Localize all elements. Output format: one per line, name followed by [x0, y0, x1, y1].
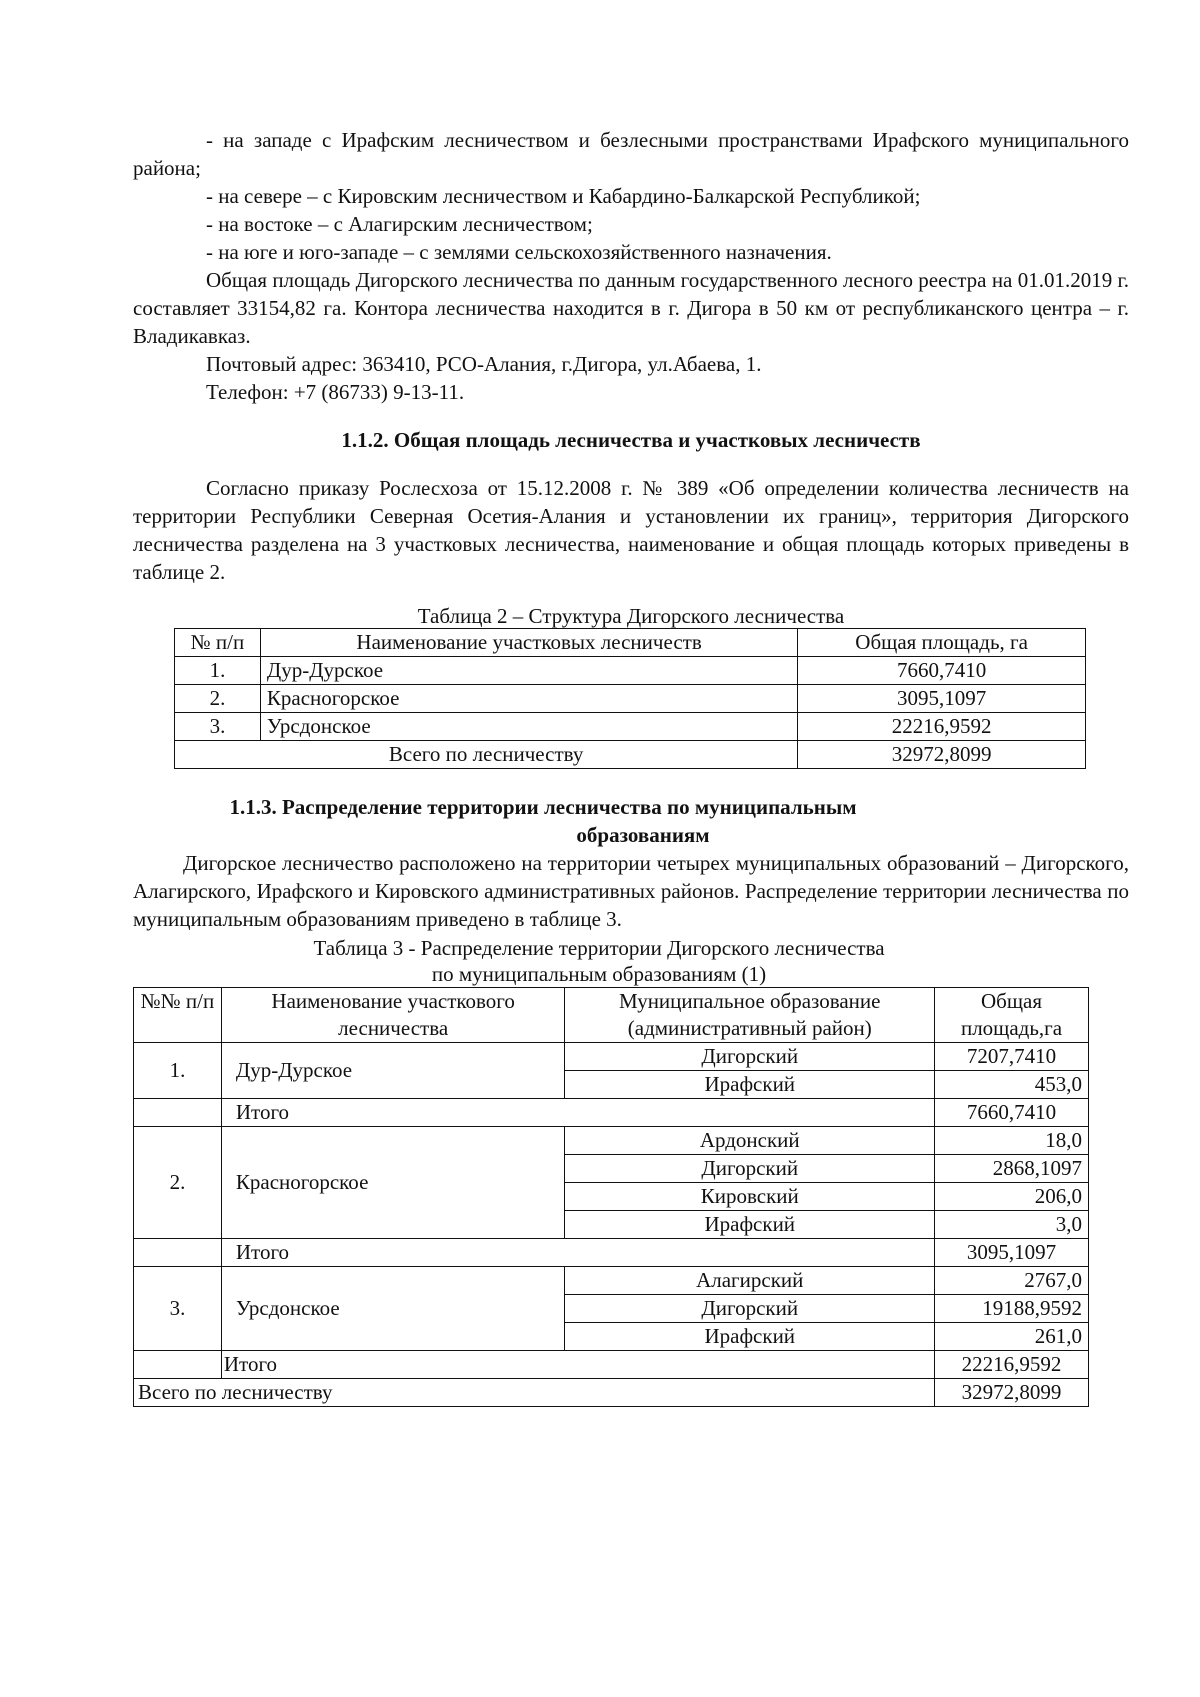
table-row [134, 1127, 1089, 1155]
table3-cell-area: 206,0 [935, 1183, 1089, 1211]
border-north-line: - на севере – с Кировским лесничеством и Кабардино-Балкарской Республикой; [206, 184, 921, 208]
table3-grand-total-label: Всего по лесничеству [134, 1379, 935, 1407]
table2-total-value: 32972,8099 [798, 741, 1086, 769]
table3-subtotal-value: 3095,1097 [935, 1239, 1089, 1267]
section-heading-1-1-3-line1: 1.1.3. Распределение территории лесничества по муниципальным [229, 795, 857, 819]
table3-subtotal-row [134, 1239, 1089, 1267]
table3-subtotal-row [134, 1099, 1089, 1127]
table3-cell-district: Дигорский [565, 1295, 935, 1323]
table3-empty-cell [134, 1351, 222, 1379]
table-row [175, 685, 1086, 713]
table-row [175, 713, 1086, 741]
table3-subtotal-label: Итого [221, 1239, 934, 1267]
phone-number: Телефон: +7 (86733) 9-13-11. [206, 380, 465, 404]
table2-cell-name: Красногорское [260, 685, 797, 713]
table3 [133, 987, 1089, 1407]
table3-cell-district: Ирафский [565, 1323, 935, 1351]
table2-cell-name: Дур-Дурское [260, 657, 797, 685]
table3-cell-area: 3,0 [935, 1211, 1089, 1239]
table3-cell-district: Дигорский [565, 1155, 935, 1183]
table3-group-name: Красногорское [221, 1127, 565, 1239]
border-south-line: - на юге и юго-западе – с землями сельскохозяйственного назначения. [206, 240, 832, 264]
section-1-1-2-text: Согласно приказу Рослесхоза от 15.12.2008 г. № 389 «Об определении количества лесничеств на территории Республики Северная Осетия-Алания и установлении их границ», территория Дигорского лесничества разделена на 3 участковых лесничества, наименование и общая площадь которых приведены в таблице 2. [133, 476, 1129, 584]
table2-header-num: № п/п [175, 629, 261, 657]
table2-cell-num: 3. [175, 713, 261, 741]
table2-header-area: Общая площадь, га [798, 629, 1086, 657]
table2-cell-num: 1. [175, 657, 261, 685]
table3-cell-district: Алагирский [565, 1267, 935, 1295]
table3-cell-district: Ирафский [565, 1211, 935, 1239]
table2-cell-num: 2. [175, 685, 261, 713]
table3-header-name: Наименование участкового лесничества [221, 988, 565, 1043]
table3-header-area: Общая площадь,га [935, 988, 1089, 1043]
table3-subtotal-label: Итого [221, 1351, 934, 1379]
table2-cell-name: Урсдонское [260, 713, 797, 741]
table3-caption-line2: по муниципальным образованиям (1) [431, 962, 767, 986]
section-heading-1-1-2: 1.1.2. Общая площадь лесничества и участковых лесничеств [341, 428, 921, 452]
table3-cell-district: Дигорский [565, 1043, 935, 1071]
table3-cell-district: Кировский [565, 1183, 935, 1211]
table3-subtotal-row [134, 1351, 1089, 1379]
table2-cell-area: 3095,1097 [798, 685, 1086, 713]
table3-cell-area: 453,0 [935, 1071, 1089, 1099]
table3-cell-district: Ирафский [565, 1071, 935, 1099]
table3-cell-area: 2767,0 [935, 1267, 1089, 1295]
border-west-line: - на западе с Ирафским лесничеством и безлесными пространствами Ирафского муниципального района; [133, 128, 1129, 180]
table3-header-row [134, 988, 1089, 1043]
section-heading-1-1-3 [133, 793, 893, 849]
table3-cell-district: Ардонский [565, 1127, 935, 1155]
table2-cell-area: 22216,9592 [798, 713, 1086, 741]
table-row [134, 1043, 1089, 1071]
table3-grand-total-value: 32972,8099 [935, 1379, 1089, 1407]
table3-group-name: Дур-Дурское [221, 1043, 565, 1099]
table2-total-row [175, 741, 1086, 769]
total-area-paragraph: Общая площадь Дигорского лесничества по данным государственного лесного реестра на 01.01.2019 г. составляет 33154,82 га. Контора лесничества находится в г. Дигора в 50 км от республиканского центра – г. Владикавказ. [133, 268, 1129, 348]
table3-group-num: 1. [134, 1043, 222, 1099]
section-heading-1-1-3-line2: образованиям [576, 823, 710, 847]
postal-address: Почтовый адрес: 363410, РСО-Алания, г.Дигора, ул.Абаева, 1. [206, 352, 762, 376]
table2-cell-area: 7660,7410 [798, 657, 1086, 685]
table2-total-label: Всего по лесничеству [175, 741, 798, 769]
table3-group-num: 3. [134, 1267, 222, 1351]
table2-caption: Таблица 2 – Структура Дигорского лесничества [417, 604, 845, 628]
table3-cell-area: 261,0 [935, 1323, 1089, 1351]
table3-grand-total-row [134, 1379, 1089, 1407]
table3-header-district: Муниципальное образование (административный район) [565, 988, 935, 1043]
border-east-line: - на востоке – с Алагирским лесничеством; [206, 212, 593, 236]
table3-group-num: 2. [134, 1127, 222, 1239]
table2-header-row [175, 629, 1086, 657]
table3-subtotal-value: 7660,7410 [935, 1099, 1089, 1127]
table-row [175, 657, 1086, 685]
section-1-1-3-text: Дигорское лесничество расположено на территории четырех муниципальных образований – Дигорского, Алагирского, Ирафского и Кировского административных районов. Распределение территории лесничества по муниципальным образованиям приведено в таблице 3. [133, 851, 1129, 931]
table3-empty-cell [134, 1239, 222, 1267]
table3-caption-line1: Таблица 3 - Распределение территории Дигорского лесничества [313, 936, 885, 960]
document-page [133, 126, 1129, 1407]
table3-subtotal-label: Итого [221, 1099, 934, 1127]
table3-cell-area: 19188,9592 [935, 1295, 1089, 1323]
table3-cell-area: 2868,1097 [935, 1155, 1089, 1183]
table3-subtotal-value: 22216,9592 [935, 1351, 1089, 1379]
table3-cell-area: 7207,7410 [935, 1043, 1089, 1071]
table3-empty-cell [134, 1099, 222, 1127]
table-row [134, 1267, 1089, 1295]
table2-header-name: Наименование участковых лесничеств [260, 629, 797, 657]
table3-group-name: Урсдонское [221, 1267, 565, 1351]
table2 [174, 628, 1086, 769]
table3-cell-area: 18,0 [935, 1127, 1089, 1155]
table3-header-num: №№ п/п [134, 988, 222, 1043]
